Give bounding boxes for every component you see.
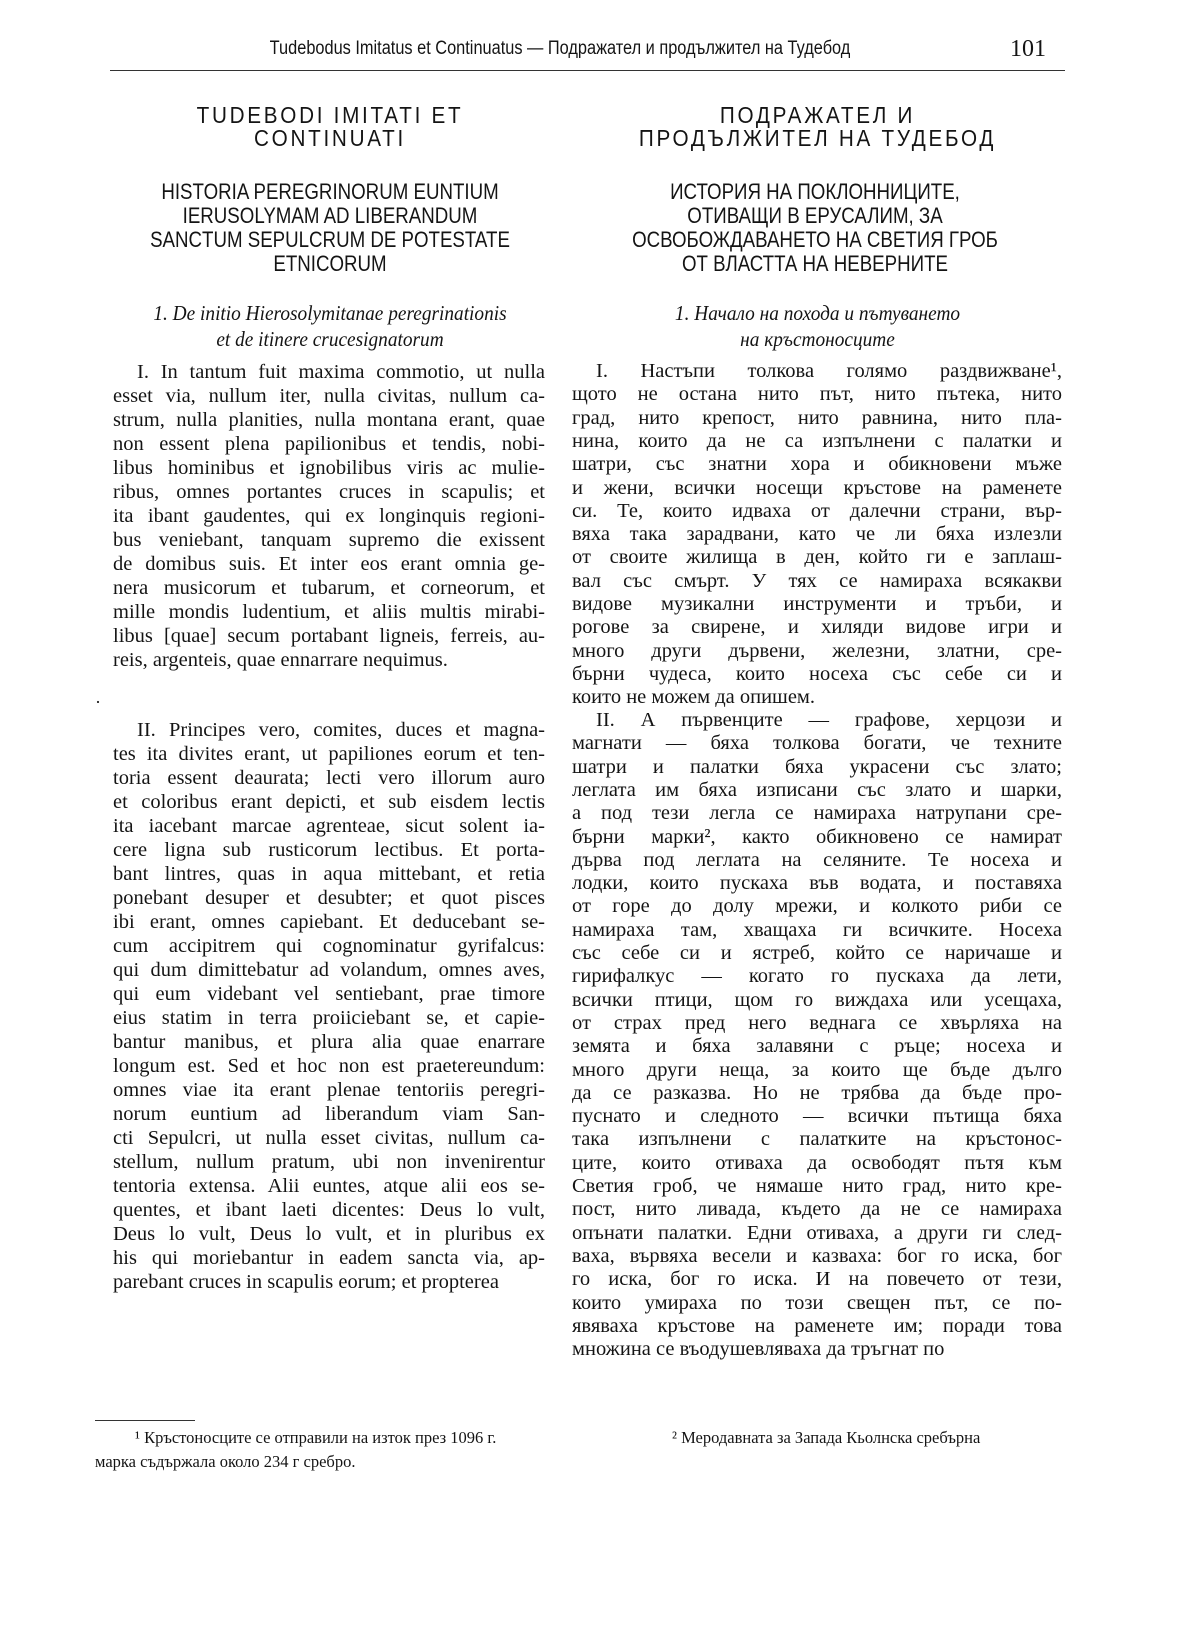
latin-subtitle-line: IERUSOLYMAM AD LIBERANDUM xyxy=(182,203,478,228)
text-line-content: cum accipitrem qui cognominatur gyrifalcus: xyxy=(113,935,545,957)
text-line xyxy=(572,1152,1062,1175)
text-line-content: вал със смърт. У тях се намираха всякакви xyxy=(572,569,1062,592)
text-line-content: Deus lo vult, Deus lo vult, et in pluribus ex xyxy=(113,1223,545,1245)
text-line xyxy=(113,648,545,672)
latin-title xyxy=(132,104,528,150)
text-line-content: mille mondis ludentium, et aliis multis mirabi- xyxy=(113,601,545,623)
text-line-content: град, нито крепост, нито равнина, нито пла- xyxy=(572,406,1062,429)
text-line xyxy=(113,1006,545,1030)
text-line-content: бърни марки², както обикновено се намират xyxy=(572,825,1062,848)
latin-subtitle-line: HISTORIA PEREGRINORUM EUNTIUM xyxy=(161,179,499,204)
bulgarian-subtitle-line: ОТИВАЩИ В ЕРУСАЛИМ, ЗА xyxy=(687,203,943,228)
bulgarian-title-line: ПРОДЪЛЖИТЕЛ НА ТУДЕБОД xyxy=(638,125,997,151)
text-line xyxy=(113,576,545,600)
text-line-content: et coloribus erant depicti, et sub eisdem lectis xyxy=(113,791,545,813)
text-line xyxy=(572,965,1062,988)
text-line xyxy=(113,1174,545,1198)
text-line xyxy=(572,872,1062,895)
text-line-content: ribus, omnes portantes cruces in scapulis; et xyxy=(113,481,545,503)
text-line-content: I. In tantum fuit maxima commotio, ut nulla xyxy=(137,361,545,383)
text-line xyxy=(572,1035,1062,1058)
text-line-content: много други неща, за които ще бъде дълго xyxy=(572,1058,1062,1081)
text-line-content: със себе си и ястреб, който се наричаше и xyxy=(572,942,1062,964)
text-line xyxy=(572,1245,1062,1268)
text-line xyxy=(113,910,545,934)
text-line xyxy=(572,1292,1062,1315)
text-line xyxy=(572,570,1062,593)
latin-subtitle-line: SANCTUM SEPULCRUM DE POTESTATE xyxy=(150,227,510,252)
text-line xyxy=(113,480,545,504)
text-line xyxy=(113,624,545,648)
text-line xyxy=(572,732,1062,755)
bulgarian-subtitle-line: ИСТОРИЯ НА ПОКЛОННИЦИТЕ, xyxy=(670,179,960,204)
text-line-content: libus [quae] secum portabant ligneis, ferreis, au- xyxy=(113,625,545,647)
text-line-content: qui eum videbant vel sentiebant, prae timore xyxy=(113,983,545,1005)
text-line-content: II. А първенците — графове, херцози и xyxy=(596,709,1062,731)
text-line-content: tentoria extensa. Alii euntes, atque alii eos se- xyxy=(113,1175,545,1197)
text-line-content: ibi erant, omnes capiebant. Et deducebant se- xyxy=(113,911,545,933)
text-line xyxy=(572,1105,1062,1128)
text-line-content: шатри и палатки бяха украсени със злато; xyxy=(572,755,1062,778)
text-line-content: quentes, et ibant laeti dicentes: Deus lo vult, xyxy=(113,1199,545,1221)
text-line xyxy=(113,360,545,384)
text-line xyxy=(572,1059,1062,1082)
latin-subtitle xyxy=(126,180,534,276)
text-line xyxy=(572,383,1062,406)
latin-section-line: 1. De initio Hierosolymitanae peregrinationis xyxy=(153,301,507,325)
text-line xyxy=(113,766,545,790)
header-rule xyxy=(110,70,1065,71)
text-line-content: множина се въодушевляваха да тръгнат по xyxy=(572,1338,945,1361)
text-line xyxy=(113,384,545,408)
text-line-content: bant lintres, quas in aqua mittebant, et retia xyxy=(113,863,545,885)
text-line xyxy=(113,814,545,838)
text-line-content: his qui moriebantur in eadem sancta via, ap- xyxy=(113,1247,545,1269)
text-line-content: си. Те, които идваха от далечни страни, вър- xyxy=(572,499,1062,522)
text-line-content: toria essent deaurata; lecti vero illorum auro xyxy=(113,767,545,789)
text-line xyxy=(113,600,545,624)
text-line xyxy=(113,1198,545,1222)
text-line xyxy=(572,895,1062,918)
text-line-content: omnes viae ita erant plenae tentoriis peregri- xyxy=(113,1079,545,1101)
text-line-content: ponebant desuper et desubter; et quot pisces xyxy=(113,887,545,909)
text-line xyxy=(572,802,1062,825)
text-line xyxy=(572,360,1062,383)
text-line-content: лодки, които пускаха във водата, и поставяха xyxy=(572,872,1062,895)
text-line-content: опънати палатки. Едни отиваха, а други ги след- xyxy=(572,1221,1062,1244)
latin-title-line: CONTINUATI xyxy=(254,125,406,151)
text-line xyxy=(572,849,1062,872)
text-line xyxy=(572,686,1062,709)
text-line xyxy=(113,862,545,886)
text-line xyxy=(113,1222,545,1246)
text-line xyxy=(572,453,1062,476)
text-line xyxy=(572,430,1062,453)
text-line-content: ita iacebant marcae agrenteae, sicut solent ia- xyxy=(113,815,545,837)
text-line-content: дърва под леглата на селяните. Те носеха и xyxy=(572,848,1062,871)
text-line xyxy=(113,408,545,432)
text-line-content: видове музикални инструменти и тръби, и xyxy=(572,593,1062,615)
text-line-content: да се разказва. Но не трябва да бъде про- xyxy=(572,1081,1062,1104)
text-line xyxy=(572,942,1062,965)
text-line xyxy=(113,838,545,862)
text-line-content: ците, които отиваха да освободят пътя към xyxy=(572,1151,1062,1174)
text-line-content: леглата им бяха изписани със злато и шарки, xyxy=(572,778,1062,801)
bulgarian-subtitle-line: ОСВОБОЖДАВАНЕТО НА СВЕТИЯ ГРОБ xyxy=(632,227,998,252)
text-line xyxy=(572,616,1062,639)
text-line xyxy=(572,546,1062,569)
text-line xyxy=(113,432,545,456)
text-line-content: го иска, бог го иска. И на повечето от тези, xyxy=(572,1268,1062,1291)
text-line xyxy=(572,1198,1062,1221)
text-line-content: cere ligna sub rusticorum lectibus. Et porta- xyxy=(113,839,545,861)
text-line xyxy=(113,552,545,576)
text-line xyxy=(572,989,1062,1012)
bulgarian-subtitle xyxy=(598,180,1032,276)
latin-section-line: et de itinere crucesignatorum xyxy=(216,327,444,351)
text-line xyxy=(113,958,545,982)
text-line-content: reis, argenteis, quae ennarrare nequimus. xyxy=(113,649,448,671)
text-line-content: така изпълнени с палатките на кръстонос- xyxy=(572,1128,1062,1151)
text-line-content: longum est. Sed et hoc non est praetereundum: xyxy=(113,1055,545,1077)
text-line-content: parebant cruces in scapulis eorum; et propterea xyxy=(113,1271,499,1293)
text-line xyxy=(572,523,1062,546)
text-line xyxy=(113,886,545,910)
bulgarian-title xyxy=(595,104,1041,150)
text-line-content: магнати — бяха толкова богати, че техните xyxy=(572,732,1062,755)
text-line-content: и жени, всички носещи кръстове на раменете xyxy=(572,476,1062,499)
text-line-content: от своите жилища в ден, който ги е заплаш- xyxy=(572,546,1062,569)
text-line-content: от страх пред него веднага се хвърляха на xyxy=(572,1011,1062,1034)
text-line-content: libus hominibus et ignobilibus viris ac mulie- xyxy=(113,457,545,479)
bulgarian-section-heading xyxy=(590,300,1045,352)
text-line xyxy=(113,1270,545,1294)
text-line xyxy=(572,640,1062,663)
text-line-content: de domibus suis. Et inter eos erant omnia ge- xyxy=(113,553,545,575)
text-line xyxy=(572,1012,1062,1035)
text-line-content: рогове за свирене, и хиляди видове игри и xyxy=(572,616,1062,639)
text-line-content: които умираха по този свещен път, се по- xyxy=(572,1291,1062,1314)
text-line-content: земята и бяха залавяни с ръце; носеха и xyxy=(572,1035,1062,1058)
text-line-content: bus veniebant, tanquam supremo die exissent xyxy=(113,529,545,551)
footnote-2: ² Меродавната за Запада Кьолнска сребърна xyxy=(672,1428,981,1447)
text-line-content: nera musicorum et tubarum, et corneorum, et xyxy=(113,577,545,599)
text-line-content: които не можем да опишем. xyxy=(572,686,816,709)
text-line xyxy=(572,1268,1062,1291)
bulgarian-section-line: 1. Начало на похода и пътуването xyxy=(674,301,961,325)
latin-subtitle-line: ETNICORUM xyxy=(273,251,387,276)
text-line xyxy=(113,1078,545,1102)
text-line-content: eius statim in terra proiiciebant se, et capie- xyxy=(113,1007,545,1029)
text-line xyxy=(113,934,545,958)
text-line-content: шатри, със знатни хора и обикновени мъже xyxy=(572,453,1062,476)
text-line xyxy=(572,593,1062,616)
text-line-content: tes ita divites erant, ut papiliones eorum et ten- xyxy=(113,743,545,765)
text-line xyxy=(113,718,545,742)
text-line-content: а под тези легла се намираха натрупани сре- xyxy=(572,802,1062,825)
text-line-content: stellum, nullum pratum, ubi non invenirentur xyxy=(113,1151,545,1173)
text-line xyxy=(113,1102,545,1126)
text-line xyxy=(113,504,545,528)
bulgarian-subtitle-line: ОТ ВЛАСТТА НА НЕВЕРНИТЕ xyxy=(682,251,948,276)
text-line xyxy=(572,663,1062,686)
text-line xyxy=(572,500,1062,523)
text-line xyxy=(572,407,1062,430)
text-line xyxy=(572,826,1062,849)
text-line-content: non essent plena papilionibus et tendis, nobi- xyxy=(113,433,545,455)
text-line-content: cti Sepulcri, ut nulla esset civitas, nullum ca- xyxy=(113,1127,545,1149)
text-line xyxy=(572,709,1062,732)
text-line-content: Светия гроб, че нямаше нито град, нито кре- xyxy=(572,1175,1062,1197)
text-line xyxy=(113,456,545,480)
text-line xyxy=(113,742,545,766)
text-line xyxy=(572,1128,1062,1151)
text-line-content: вяха така зарадвани, като че ли бяха излезли xyxy=(572,523,1062,546)
latin-section-heading xyxy=(109,300,551,352)
text-line-content: намираха там, хващаха ги всичките. Носеха xyxy=(572,918,1062,941)
text-line xyxy=(113,1126,545,1150)
text-line-content: ваха, вървяха весели и казваха: бог го иска, бог xyxy=(572,1244,1062,1267)
text-line-content: нина, които да не са изпълнени с палатки и xyxy=(572,429,1062,452)
text-line xyxy=(572,919,1062,942)
text-line xyxy=(113,982,545,1006)
footnote-2-continued: марка съдържала около 234 г сребро. xyxy=(95,1452,356,1471)
text-line-content: бърни чудеса, които носеха със себе си и xyxy=(572,662,1062,685)
latin-title-line: TUDEBODI IMITATI ET xyxy=(196,102,464,128)
text-line-content: esset via, nullum iter, nulla civitas, nullum ca- xyxy=(113,385,545,407)
page-number: 101 xyxy=(1010,36,1046,62)
text-line xyxy=(572,477,1062,500)
text-line-content: qui dum dimittebatur ad volandum, omnes aves, xyxy=(113,959,545,981)
text-line-content: щото не остана нито път, нито пътека, нито xyxy=(572,383,1062,406)
text-line-content: ita ibant gaudentes, qui ex longinquis regioni- xyxy=(113,505,545,527)
text-line-content: пост, нито ливада, където да не се намираха xyxy=(572,1198,1062,1221)
text-line xyxy=(113,1150,545,1174)
text-line xyxy=(113,1030,545,1054)
text-line-content: norum euntium ad liberandum viam San- xyxy=(113,1103,545,1125)
text-line xyxy=(572,1338,1062,1361)
text-line-content: гирифалкус — когато го пускаха да лети, xyxy=(572,965,1062,988)
text-line xyxy=(572,756,1062,779)
separator-mark: · xyxy=(95,692,101,712)
text-line xyxy=(572,1315,1062,1338)
text-line xyxy=(113,790,545,814)
text-line xyxy=(572,779,1062,802)
text-line-content: много други дървени, железни, златни, сре- xyxy=(572,639,1062,662)
text-line-content: II. Principes vero, comites, duces et magna- xyxy=(137,719,545,741)
text-line-content: I. Настъпи толкова голямо раздвижване¹, xyxy=(596,360,1062,382)
bulgarian-title-line: ПОДРАЖАТЕЛ И xyxy=(719,102,916,128)
text-line-content: от горе до долу мрежи, и колкото риби се xyxy=(572,895,1062,918)
running-header: Tudebodus Imitatus et Continuatus — Подражател и продължител на Тудебод xyxy=(269,38,851,59)
text-line xyxy=(572,1082,1062,1105)
text-line xyxy=(113,528,545,552)
bulgarian-section-line: на кръстоносците xyxy=(740,327,895,351)
text-line xyxy=(113,1246,545,1270)
text-line-content: пуснато и следното — всички пътища бяха xyxy=(572,1105,1062,1128)
text-line-content: bantur manibus, et plura alia quae enarrare xyxy=(113,1031,545,1053)
text-line xyxy=(113,1054,545,1078)
text-line-content: всички птици, щом го виждаха или усещаха, xyxy=(572,988,1062,1011)
text-line xyxy=(572,1175,1062,1198)
footnote-1: ¹ Кръстоносците се отправили на изток през 1096 г. xyxy=(135,1428,497,1447)
text-line-content: strum, nulla planities, nulla montana erant, quae xyxy=(113,409,545,431)
footnote-rule xyxy=(95,1420,195,1421)
text-line-content: явяваха кръстове на раменете им; поради това xyxy=(572,1314,1062,1337)
text-line xyxy=(572,1222,1062,1245)
